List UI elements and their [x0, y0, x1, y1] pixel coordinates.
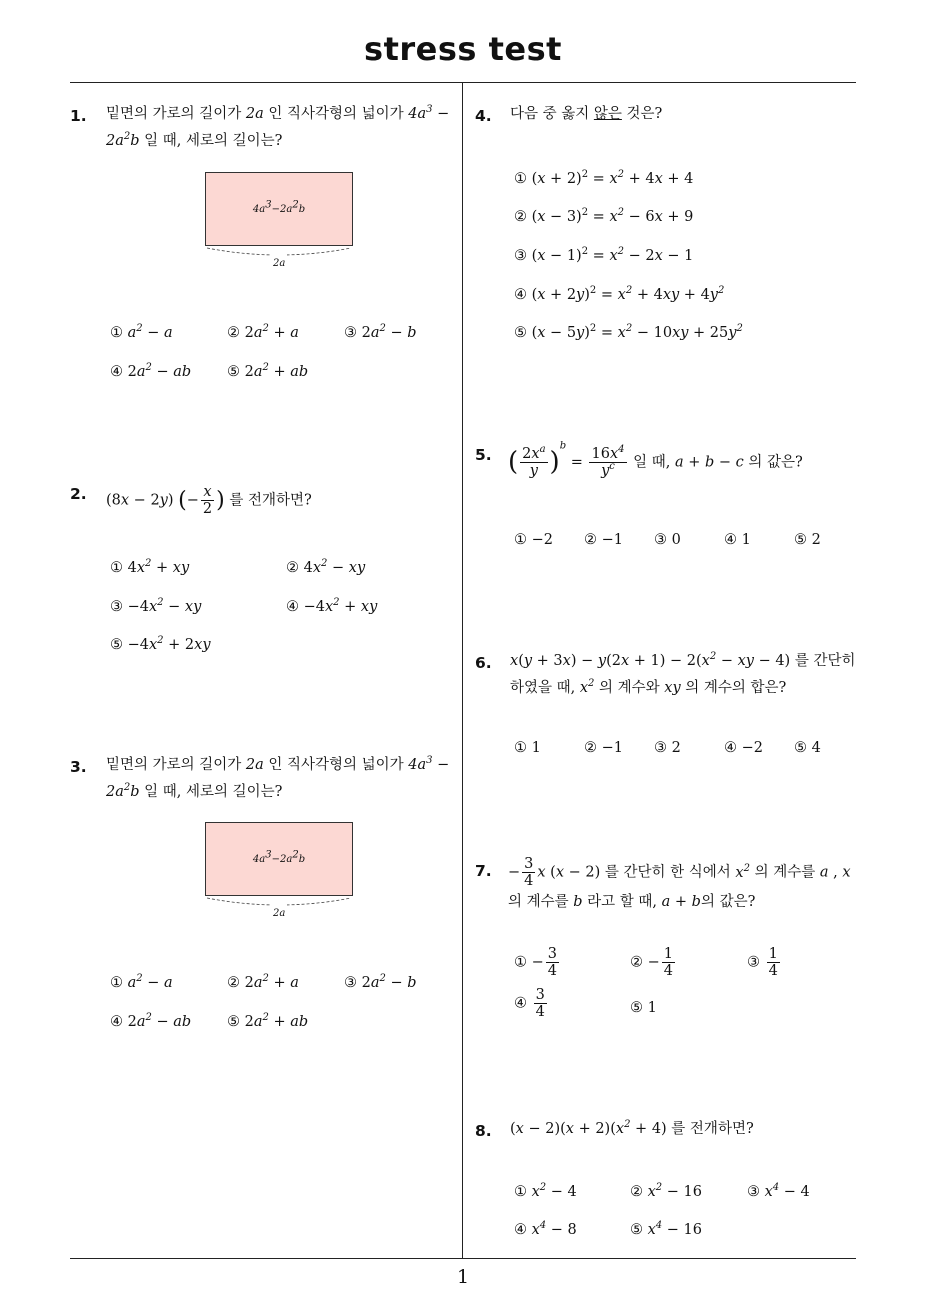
question-number: 1.	[70, 107, 87, 125]
question-number: 4.	[475, 107, 492, 125]
option-2[interactable]: ② $4x^2$ − xy	[286, 558, 366, 576]
rectangle-area-label: $4a^3-2a^2b$	[205, 822, 353, 896]
question-number: 8.	[475, 1122, 492, 1140]
width-label: 2a	[271, 900, 287, 927]
column-divider	[462, 83, 463, 1258]
option-3[interactable]: ③ $2a^2 - b$	[344, 973, 417, 991]
option-3[interactable]: ③ $x^4 - 4$	[747, 1182, 810, 1200]
question-text: 밑면의 가로의 길이가 2a 인 직사각형의 넓이가 $4a^3$ − $2a^2b$ 일 때, 세로의 길이는?	[106, 755, 450, 800]
question-number: 6.	[475, 654, 492, 672]
option-4[interactable]: ④ −2	[724, 740, 763, 756]
option-3[interactable]: ③ $2a^2 - b$	[344, 323, 417, 341]
option-1[interactable]: ① $(x + 2)^2 = x^2 + 4x + 4$	[514, 169, 694, 187]
question-text: $x(y + 3x) - y(2x + 1) - 2(x^2$ − xy − 4) 를 간단히 하였을 때, $x^2$ 의 계수와 xy 의 계수의 합은?	[510, 651, 856, 696]
option-1[interactable]: ① $a^2 - a$	[110, 973, 173, 991]
option-4[interactable]: ④ $-4x^2$ + xy	[286, 597, 378, 615]
page-number: 1	[456, 1266, 470, 1288]
question-number: 7.	[475, 862, 492, 880]
option-4[interactable]: ④ $x^4 - 8$	[514, 1220, 577, 1238]
option-3[interactable]: ③ 2	[654, 740, 681, 756]
option-5[interactable]: ⑤ $2a^2$ + ab	[227, 362, 309, 380]
question-number: 3.	[70, 758, 87, 776]
option-1[interactable]: ① $4x^2$ + xy	[110, 558, 190, 576]
option-5[interactable]: ⑤ $-4x^2 + 2xy$	[110, 635, 211, 653]
width-label: 2a	[271, 250, 287, 277]
option-2[interactable]: ② $2a^2 + a$	[227, 323, 299, 341]
option-1[interactable]: ① −2	[514, 532, 553, 548]
option-2[interactable]: ② $(x - 3)^2 = x^2 - 6x + 9$	[514, 207, 694, 225]
question-text: − $\frac{3}{4}$ x (x − 2) 를 간단히 한 식에서 $x^2$ 의 계수를 a , x 의 계수를 b 라고 할 때, a + b의 값은?	[508, 856, 851, 910]
option-5[interactable]: ⑤ $2a^2$ + ab	[227, 1012, 309, 1030]
top-rule	[70, 82, 856, 83]
option-1[interactable]: ① − $\frac{3}{4}$	[514, 946, 557, 979]
question-text: (8x − 2y) (− $\frac{x}{2}$ ) 를 전개하면?	[106, 484, 312, 517]
question-text: 다음 중 옳지 않은 것은?	[510, 106, 663, 122]
rectangle-area-label: $4a^3-2a^2b$	[205, 172, 353, 246]
option-3[interactable]: ③ $-4x^2$ − xy	[110, 597, 202, 615]
option-4[interactable]: ④ 1	[724, 532, 751, 548]
option-4[interactable]: ④ $(x + 2y)^2 = x^2 + 4xy + 4y^2$	[514, 285, 725, 303]
question-number: 5.	[475, 446, 492, 464]
question-text: $(x - 2)(x + 2)(x^2 + 4)$ 를 전개하면?	[510, 1119, 754, 1137]
option-2[interactable]: ② $2a^2 + a$	[227, 973, 299, 991]
option-5[interactable]: ⑤ $(x - 5y)^2 = x^2 - 10xy + 25y^2$	[514, 323, 743, 341]
bottom-rule	[70, 1258, 856, 1259]
option-3[interactable]: ③ $(x - 1)^2 = x^2 - 2x - 1$	[514, 246, 694, 264]
option-5[interactable]: ⑤ 1	[630, 1000, 657, 1016]
option-4[interactable]: ④ $2a^2$ − ab	[110, 1012, 192, 1030]
option-5[interactable]: ⑤ 2	[794, 532, 821, 548]
option-4[interactable]: ④ $\frac{3}{4}$	[514, 987, 545, 1020]
option-2[interactable]: ② − $\frac{1}{4}$	[630, 946, 673, 979]
option-3[interactable]: ③ 0	[654, 532, 681, 548]
option-1[interactable]: ① 1	[514, 740, 541, 756]
question-text: 밑면의 가로의 길이가 2a 인 직사각형의 넓이가 $4a^3$ − $2a^2b$ 일 때, 세로의 길이는?	[106, 104, 450, 149]
option-3[interactable]: ③ $\frac{1}{4}$	[747, 946, 778, 979]
option-5[interactable]: ⑤ $x^4 - 16$	[630, 1220, 702, 1238]
option-1[interactable]: ① $x^2 - 4$	[514, 1182, 577, 1200]
option-2[interactable]: ② −1	[584, 740, 623, 756]
option-2[interactable]: ② −1	[584, 532, 623, 548]
option-4[interactable]: ④ $2a^2$ − ab	[110, 362, 192, 380]
question-text: ( $\frac{2x^a}{y}$ )$^b$ = $\frac{16x^4}{y^c}$ 일 때, a + b − c 의 값은?	[508, 440, 803, 479]
question-number: 2.	[70, 485, 87, 503]
option-2[interactable]: ② $x^2 - 16$	[630, 1182, 702, 1200]
option-1[interactable]: ① $a^2 - a$	[110, 323, 173, 341]
option-5[interactable]: ⑤ 4	[794, 740, 821, 756]
page-title: stress test	[364, 30, 562, 68]
